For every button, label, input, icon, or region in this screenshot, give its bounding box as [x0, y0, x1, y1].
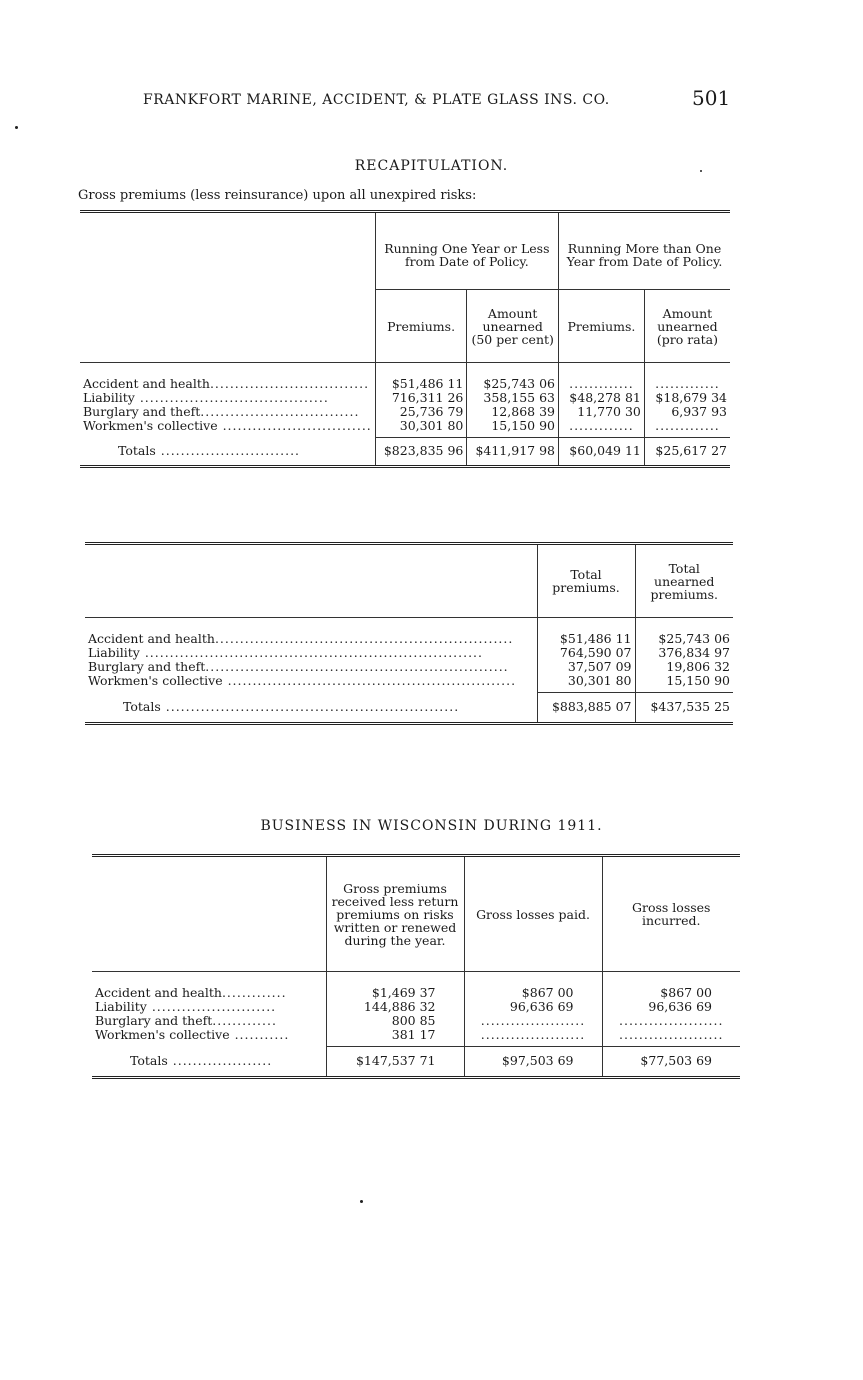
cell: $25,743 06 — [635, 632, 733, 646]
row-label: Accident and health — [83, 377, 210, 391]
cell: $1,469 37 — [326, 986, 464, 1000]
wisconsin-col-gross-premiums: Gross premiums received less return premiums on risks written or renewed during the year. — [326, 856, 464, 972]
wisconsin-col-losses-incurred: Gross losses incurred. — [602, 856, 740, 972]
row-label: Workmen's collective — [88, 674, 223, 688]
total-cell: $60,049 11 — [558, 437, 644, 467]
cell: $51,486 11 — [537, 632, 635, 646]
total-cell: $25,617 27 — [644, 437, 730, 467]
summary-col-total-premiums: Total premiums. — [537, 544, 635, 618]
table-row: Accident and health............................................................ $51,486 11 $25,743 06 — [85, 632, 733, 646]
cell: 15,150 90 — [467, 419, 559, 433]
leader-dots: ............. — [558, 419, 644, 433]
recap-col-amount-unearned-2: Amount unearned (pro rata) — [644, 290, 730, 363]
cell: $48,278 81 — [558, 391, 644, 405]
cell: 11,770 30 — [558, 405, 644, 419]
leader-dots: ..................... — [602, 1028, 740, 1042]
totals-row: Totals .................... $147,537 71 $97,503 69 $77,503 69 — [92, 1046, 740, 1078]
print-speck — [360, 1200, 363, 1203]
wisconsin-col-losses-paid: Gross losses paid. — [464, 856, 602, 972]
cell: $867 00 — [464, 986, 602, 1000]
cell: 30,301 80 — [375, 419, 467, 433]
totals-label: Totals — [118, 443, 156, 458]
totals-label: Totals — [123, 699, 161, 714]
row-label: Liability — [88, 646, 140, 660]
cell: $51,486 11 — [375, 377, 467, 391]
recap-col-premiums-1: Premiums. — [375, 290, 467, 363]
table-row: Workmen's collective .............................. 30,301 80 15,150 90 ............. ............. — [80, 419, 730, 433]
print-speck — [700, 170, 702, 172]
cell: 6,937 93 — [644, 405, 730, 419]
total-cell: $77,503 69 — [602, 1046, 740, 1078]
recap-intro: Gross premiums (less reinsurance) upon all unexpired risks: — [78, 188, 477, 203]
cell: 376,834 97 — [635, 646, 733, 660]
recap-col-premiums-2: Premiums. — [558, 290, 644, 363]
leader-dots: ............. — [644, 419, 730, 433]
total-cell: $411,917 98 — [467, 437, 559, 467]
table-row: Burglary and theft............................................................. 37,507 09 19,806 32 — [85, 660, 733, 674]
cell: 716,311 26 — [375, 391, 467, 405]
table-row: Burglary and theft............. 800 85 ..................... ..................... — [92, 1014, 740, 1028]
leader-dots: ............. — [644, 377, 730, 391]
cell: 96,636 69 — [464, 1000, 602, 1014]
table-row: Accident and health................................ $51,486 11 $25,743 06 ............. ............. — [80, 377, 730, 391]
cell: 96,636 69 — [602, 1000, 740, 1014]
cell: $18,679 34 — [644, 391, 730, 405]
row-label: Liability — [83, 391, 135, 405]
total-cell: $437,535 25 — [635, 692, 733, 724]
cell: $25,743 06 — [467, 377, 559, 391]
summary-table — [85, 542, 733, 725]
wisconsin-table — [92, 854, 740, 1079]
row-label: Workmen's collective — [95, 1028, 230, 1042]
cell: 144,886 32 — [326, 1000, 464, 1014]
leader-dots: ..................... — [602, 1014, 740, 1028]
totals-row: Totals ........................................................... $883,885 07 $437,535 25 — [85, 692, 733, 724]
totals-label: Totals — [130, 1053, 168, 1068]
cell: $867 00 — [602, 986, 740, 1000]
cell: 358,155 63 — [467, 391, 559, 405]
table-row: Liability ......................... 144,886 32 96,636 69 96,636 69 — [92, 1000, 740, 1014]
total-cell: $823,835 96 — [375, 437, 467, 467]
cell: 12,868 39 — [467, 405, 559, 419]
summary-col-total-unearned: Total unearned premiums. — [635, 544, 733, 618]
row-label: Burglary and theft — [83, 405, 201, 419]
page-number: 501 — [692, 86, 731, 110]
cell: 25,736 79 — [375, 405, 467, 419]
cell: 37,507 09 — [537, 660, 635, 674]
cell: 764,590 07 — [537, 646, 635, 660]
cell: 19,806 32 — [635, 660, 733, 674]
row-label: Burglary and theft — [95, 1014, 213, 1028]
cell: 381 17 — [326, 1028, 464, 1042]
table-row: Burglary and theft................................ 25,736 79 12,868 39 11,770 30 6,937 93 — [80, 405, 730, 419]
leader-dots: ..................... — [464, 1014, 602, 1028]
cell: 15,150 90 — [635, 674, 733, 688]
row-label: Liability — [95, 1000, 147, 1014]
table-row: Accident and health............. $1,469 37 $867 00 $867 00 — [92, 986, 740, 1000]
row-label: Accident and health — [88, 632, 215, 646]
table-row: Liability .................................................................... 764,590 07 376,834 97 — [85, 646, 733, 660]
wisconsin-title: BUSINESS IN WISCONSIN DURING 1911. — [260, 818, 603, 834]
row-label: Burglary and theft — [88, 660, 206, 674]
total-cell: $883,885 07 — [537, 692, 635, 724]
recap-col-amount-unearned-1: Amount unearned (50 per cent) — [467, 290, 559, 363]
row-label: Workmen's collective — [83, 419, 218, 433]
table-row: Liability ...................................... 716,311 26 358,155 63 $48,278 81 $18,679 34 — [80, 391, 730, 405]
cell: 800 85 — [326, 1014, 464, 1028]
leader-dots: ............. — [558, 377, 644, 391]
total-cell: $97,503 69 — [464, 1046, 602, 1078]
total-cell: $147,537 71 — [326, 1046, 464, 1078]
leader-dots: ..................... — [464, 1028, 602, 1042]
recap-group-more-than-one-year: Running More than One Year from Date of Policy. — [558, 212, 730, 290]
table-row: Workmen's collective ........... 381 17 ..................... ..................... — [92, 1028, 740, 1042]
cell: 30,301 80 — [537, 674, 635, 688]
row-label: Accident and health — [95, 986, 222, 1000]
recapitulation-title: RECAPITULATION. — [354, 158, 509, 174]
print-speck — [15, 126, 18, 129]
table-row: Workmen's collective .......................................................... 30,301 80 15,150 90 — [85, 674, 733, 688]
recap-table — [80, 210, 730, 468]
recap-group-one-year: Running One Year or Less from Date of Policy. — [375, 212, 558, 290]
running-head: FRANKFORT MARINE, ACCIDENT, & PLATE GLASS INS. CO. — [143, 92, 610, 108]
totals-row: Totals ............................ $823,835 96 $411,917 98 $60,049 11 $25,617 27 — [80, 437, 730, 467]
